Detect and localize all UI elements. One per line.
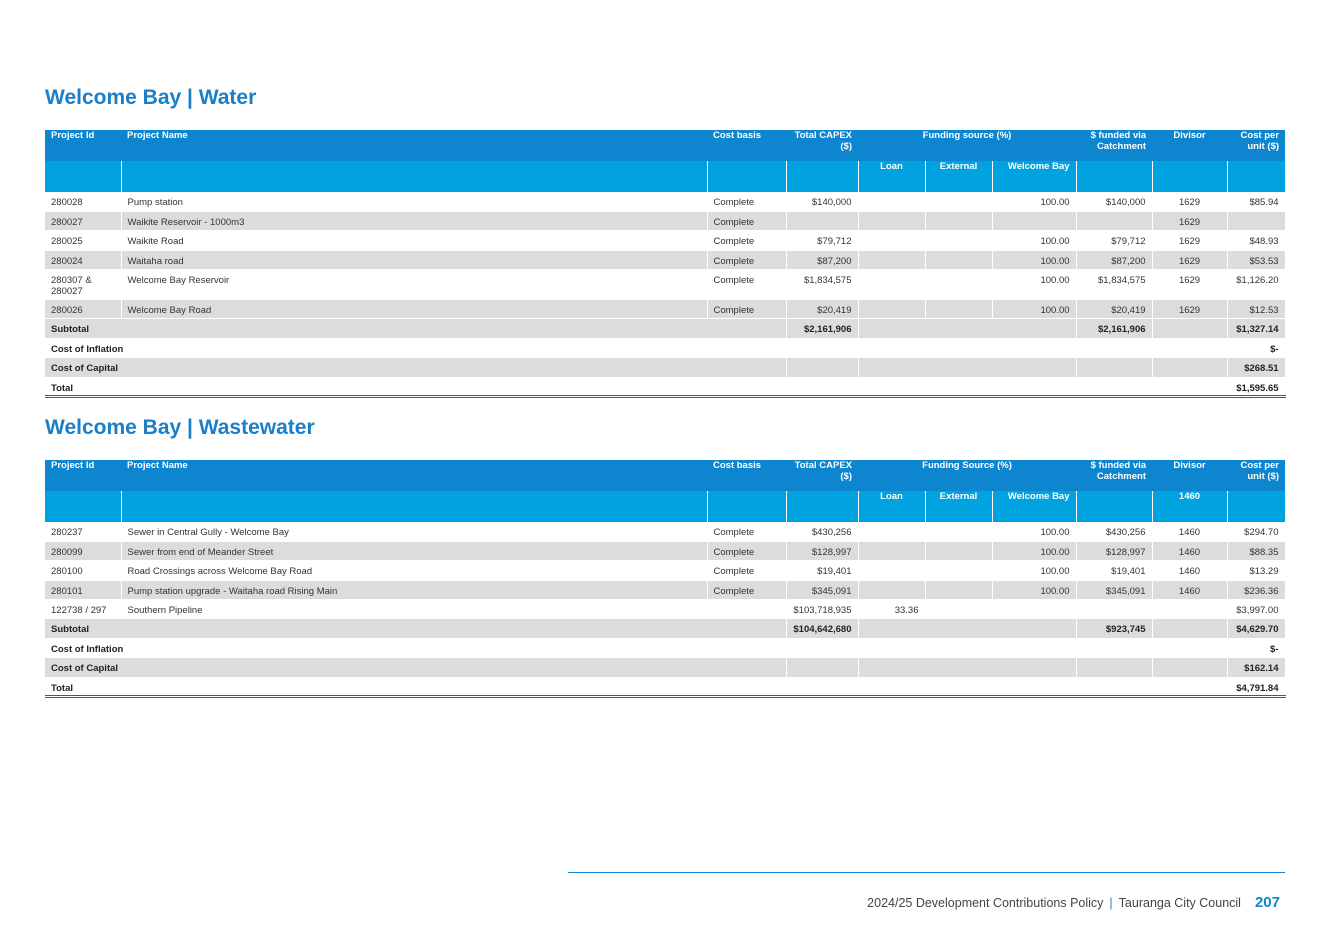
project-id-cell: 280237 — [45, 522, 121, 541]
welcome-bay-cell — [992, 600, 1076, 619]
funded-via-cell: $20,419 — [1076, 300, 1152, 319]
table-row — [45, 522, 1285, 541]
table-row — [45, 250, 1285, 269]
divisor-cell: 1460 — [1152, 561, 1227, 580]
project-name-cell: Welcome Bay Reservoir — [121, 270, 707, 300]
divisor-cell: 1629 — [1152, 300, 1227, 319]
funded-via-cell: $19,401 — [1076, 561, 1152, 580]
project-name-cell: Southern Pipeline — [121, 600, 707, 619]
cost-basis-cell: Complete — [707, 541, 786, 560]
wastewater-table-body — [45, 522, 1285, 697]
divisor-cell: 1629 — [1152, 192, 1227, 211]
welcome-bay-cell: 100.00 — [992, 522, 1076, 541]
divisor-cell: 1629 — [1152, 211, 1227, 230]
project-name-cell: Waikite Reservoir - 1000m3 — [121, 211, 707, 230]
summary-label: Cost of Capital — [45, 658, 786, 677]
footer-org: Tauranga City Council — [1118, 896, 1241, 910]
summary-cost-per-unit: $1,595.65 — [1227, 377, 1285, 396]
wastewater-table — [45, 460, 1286, 698]
welcome-bay-cell: 100.00 — [992, 250, 1076, 269]
summary-blank — [1152, 658, 1227, 677]
project-name-cell: Sewer in Central Gully - Welcome Bay — [121, 522, 707, 541]
summary-total-capex — [786, 658, 858, 677]
cost-basis-cell: Complete — [707, 580, 786, 599]
cost-basis-cell: Complete — [707, 231, 786, 250]
summary-blank — [858, 377, 1076, 396]
water-table-body — [45, 192, 1285, 397]
water-subheader-row — [45, 161, 1285, 192]
table-row — [45, 270, 1285, 300]
footer-doc-title: 2024/25 Development Contributions Policy — [867, 896, 1104, 910]
funded-via-cell — [1076, 600, 1152, 619]
external-cell — [925, 561, 992, 580]
summary-blank — [858, 677, 1076, 696]
header-project-id: Project Id — [45, 460, 121, 491]
wastewater-header-row — [45, 460, 1285, 491]
summary-label: Cost of Inflation — [45, 338, 786, 357]
summary-funded-via — [1076, 338, 1152, 357]
subheader-divisor — [1152, 161, 1227, 192]
cost-per-unit-cell — [1227, 211, 1285, 230]
cost-per-unit-cell: $294.70 — [1227, 522, 1285, 541]
funded-via-cell: $345,091 — [1076, 580, 1152, 599]
subheader-blank — [1076, 491, 1152, 522]
divisor-cell: 1629 — [1152, 231, 1227, 250]
total-capex-cell: $87,200 — [786, 250, 858, 269]
cost-per-unit-cell: $53.53 — [1227, 250, 1285, 269]
header-cost-per-unit: Cost per unit ($) — [1227, 130, 1285, 161]
subtotal-row — [45, 619, 1285, 638]
total-capex-cell: $20,419 — [786, 300, 858, 319]
project-id-cell: 280028 — [45, 192, 121, 211]
project-id-cell: 280025 — [45, 231, 121, 250]
external-cell — [925, 522, 992, 541]
summary-funded-via — [1076, 638, 1152, 657]
external-cell — [925, 600, 992, 619]
project-id-cell: 280024 — [45, 250, 121, 269]
loan-cell — [858, 211, 925, 230]
welcome-bay-cell — [992, 211, 1076, 230]
subheader-blank — [1227, 161, 1285, 192]
table-row — [45, 192, 1285, 211]
project-name-cell: Welcome Bay Road — [121, 300, 707, 319]
header-project-name: Project Name — [121, 460, 707, 491]
summary-funded-via: $923,745 — [1076, 619, 1152, 638]
subheader-external: External — [925, 161, 992, 192]
total-capex-cell: $1,834,575 — [786, 270, 858, 300]
header-cost-basis: Cost basis — [707, 460, 786, 491]
cost-of-inflation-row — [45, 338, 1285, 357]
header-divisor: Divisor — [1152, 460, 1227, 491]
project-id-cell: 122738 / 297 — [45, 600, 121, 619]
table-row — [45, 300, 1285, 319]
loan-cell — [858, 300, 925, 319]
summary-blank — [1152, 677, 1227, 696]
cost-per-unit-cell: $1,126.20 — [1227, 270, 1285, 300]
loan-cell — [858, 192, 925, 211]
subheader-blank — [45, 491, 121, 522]
cost-basis-cell — [707, 600, 786, 619]
external-cell — [925, 300, 992, 319]
funded-via-cell: $87,200 — [1076, 250, 1152, 269]
summary-label: Subtotal — [45, 619, 786, 638]
cost-basis-cell: Complete — [707, 250, 786, 269]
cost-basis-cell: Complete — [707, 211, 786, 230]
total-capex-cell: $128,997 — [786, 541, 858, 560]
subheader-blank — [1076, 161, 1152, 192]
summary-cost-per-unit: $4,629.70 — [1227, 619, 1285, 638]
subheader-welcome-bay: Welcome Bay — [992, 491, 1076, 522]
water-section-title: Welcome Bay | Water — [45, 86, 257, 109]
water-table — [45, 130, 1286, 398]
summary-funded-via — [1076, 377, 1152, 396]
funded-via-cell: $79,712 — [1076, 231, 1152, 250]
cost-per-unit-cell: $12.53 — [1227, 300, 1285, 319]
project-name-cell: Waitaha road — [121, 250, 707, 269]
summary-blank — [858, 358, 1076, 377]
summary-cost-per-unit: $- — [1227, 338, 1285, 357]
total-capex-cell: $103,718,935 — [786, 600, 858, 619]
total-row — [45, 377, 1285, 396]
welcome-bay-cell: 100.00 — [992, 270, 1076, 300]
loan-cell: 33.36 — [858, 600, 925, 619]
summary-blank — [1152, 638, 1227, 657]
project-id-cell: 280307 & 280027 — [45, 270, 121, 300]
summary-funded-via — [1076, 658, 1152, 677]
cost-per-unit-cell: $236.36 — [1227, 580, 1285, 599]
total-capex-cell: $345,091 — [786, 580, 858, 599]
loan-cell — [858, 250, 925, 269]
summary-label: Cost of Inflation — [45, 638, 786, 657]
welcome-bay-cell: 100.00 — [992, 541, 1076, 560]
summary-funded-via: $2,161,906 — [1076, 319, 1152, 338]
summary-blank — [1152, 619, 1227, 638]
summary-cost-per-unit: $268.51 — [1227, 358, 1285, 377]
welcome-bay-cell: 100.00 — [992, 300, 1076, 319]
table-row — [45, 580, 1285, 599]
summary-cost-per-unit: $1,327.14 — [1227, 319, 1285, 338]
funded-via-cell: $128,997 — [1076, 541, 1152, 560]
external-cell — [925, 250, 992, 269]
external-cell — [925, 541, 992, 560]
welcome-bay-cell: 100.00 — [992, 192, 1076, 211]
cost-per-unit-cell: $48.93 — [1227, 231, 1285, 250]
subtotal-row — [45, 319, 1285, 338]
subheader-blank — [707, 161, 786, 192]
summary-funded-via — [1076, 677, 1152, 696]
external-cell — [925, 192, 992, 211]
total-capex-cell: $79,712 — [786, 231, 858, 250]
header-funded-via: $ funded via Catchment — [1076, 130, 1152, 161]
cost-basis-cell: Complete — [707, 522, 786, 541]
header-project-id: Project Id — [45, 130, 121, 161]
summary-label: Total — [45, 377, 786, 396]
project-id-cell: 280099 — [45, 541, 121, 560]
summary-cost-per-unit: $- — [1227, 638, 1285, 657]
divisor-cell: 1629 — [1152, 270, 1227, 300]
external-cell — [925, 270, 992, 300]
divisor-cell: 1629 — [1152, 250, 1227, 269]
summary-cost-per-unit: $4,791.84 — [1227, 677, 1285, 696]
header-divisor: Divisor — [1152, 130, 1227, 161]
loan-cell — [858, 522, 925, 541]
loan-cell — [858, 541, 925, 560]
summary-label: Cost of Capital — [45, 358, 786, 377]
subheader-blank — [121, 491, 707, 522]
project-name-cell: Sewer from end of Meander Street — [121, 541, 707, 560]
subheader-divisor: 1460 — [1152, 491, 1227, 522]
project-name-cell: Road Crossings across Welcome Bay Road — [121, 561, 707, 580]
summary-total-capex — [786, 338, 858, 357]
header-funding-source: Funding Source (%) — [858, 460, 1076, 491]
subheader-loan: Loan — [858, 491, 925, 522]
divisor-cell — [1152, 600, 1227, 619]
page-number: 207 — [1254, 894, 1280, 911]
external-cell — [925, 211, 992, 230]
summary-blank — [858, 658, 1076, 677]
divisor-cell: 1460 — [1152, 580, 1227, 599]
loan-cell — [858, 270, 925, 300]
summary-blank — [1152, 358, 1227, 377]
footer-separator: | — [1109, 896, 1113, 910]
summary-blank — [1152, 338, 1227, 357]
loan-cell — [858, 231, 925, 250]
summary-total-capex — [786, 638, 858, 657]
summary-blank — [858, 638, 1076, 657]
table-row — [45, 211, 1285, 230]
welcome-bay-cell: 100.00 — [992, 231, 1076, 250]
project-name-cell: Pump station upgrade - Waitaha road Rising Main — [121, 580, 707, 599]
divisor-cell: 1460 — [1152, 541, 1227, 560]
project-id-cell: 280101 — [45, 580, 121, 599]
loan-cell — [858, 561, 925, 580]
subheader-blank — [786, 161, 858, 192]
cost-per-unit-cell: $88.35 — [1227, 541, 1285, 560]
wastewater-subheader-row — [45, 491, 1285, 522]
header-cost-basis: Cost basis — [707, 130, 786, 161]
summary-funded-via — [1076, 358, 1152, 377]
summary-blank — [858, 319, 1076, 338]
header-funding-source: Funding source (%) — [858, 130, 1076, 161]
cost-basis-cell: Complete — [707, 561, 786, 580]
funded-via-cell: $1,834,575 — [1076, 270, 1152, 300]
header-cost-per-unit: Cost per unit ($) — [1227, 460, 1285, 491]
table-row — [45, 561, 1285, 580]
cost-of-inflation-row — [45, 638, 1285, 657]
funded-via-cell — [1076, 211, 1152, 230]
cost-per-unit-cell: $85.94 — [1227, 192, 1285, 211]
summary-blank — [1152, 377, 1227, 396]
summary-total-capex: $2,161,906 — [786, 319, 858, 338]
cost-basis-cell: Complete — [707, 270, 786, 300]
project-id-cell: 280027 — [45, 211, 121, 230]
summary-total-capex — [786, 677, 858, 696]
cost-per-unit-cell: $3,997.00 — [1227, 600, 1285, 619]
table-row — [45, 231, 1285, 250]
subheader-blank — [45, 161, 121, 192]
summary-blank — [858, 619, 1076, 638]
welcome-bay-cell: 100.00 — [992, 561, 1076, 580]
subheader-welcome-bay: Welcome Bay — [992, 161, 1076, 192]
cost-basis-cell: Complete — [707, 192, 786, 211]
cost-of-capital-row — [45, 658, 1285, 677]
external-cell — [925, 231, 992, 250]
project-id-cell: 280026 — [45, 300, 121, 319]
water-header-row — [45, 130, 1285, 161]
total-capex-cell: $430,256 — [786, 522, 858, 541]
subheader-blank — [786, 491, 858, 522]
summary-label: Total — [45, 677, 786, 696]
divisor-cell: 1460 — [1152, 522, 1227, 541]
project-id-cell: 280100 — [45, 561, 121, 580]
subheader-blank — [1227, 491, 1285, 522]
summary-total-capex — [786, 358, 858, 377]
total-capex-cell — [786, 211, 858, 230]
total-capex-cell: $140,000 — [786, 192, 858, 211]
summary-blank — [1152, 319, 1227, 338]
funded-via-cell: $140,000 — [1076, 192, 1152, 211]
table-row — [45, 600, 1285, 619]
external-cell — [925, 580, 992, 599]
summary-total-capex: $104,642,680 — [786, 619, 858, 638]
project-name-cell: Waikite Road — [121, 231, 707, 250]
header-total-capex: Total CAPEX ($) — [786, 130, 858, 161]
summary-total-capex — [786, 377, 858, 396]
funded-via-cell: $430,256 — [1076, 522, 1152, 541]
page-footer — [867, 894, 1280, 911]
welcome-bay-cell: 100.00 — [992, 580, 1076, 599]
summary-label: Subtotal — [45, 319, 786, 338]
wastewater-section-title: Welcome Bay | Wastewater — [45, 416, 315, 439]
header-project-name: Project Name — [121, 130, 707, 161]
subheader-loan: Loan — [858, 161, 925, 192]
footer-divider — [568, 872, 1285, 873]
total-capex-cell: $19,401 — [786, 561, 858, 580]
summary-cost-per-unit: $162.14 — [1227, 658, 1285, 677]
project-name-cell: Pump station — [121, 192, 707, 211]
loan-cell — [858, 580, 925, 599]
total-row — [45, 677, 1285, 696]
header-total-capex: Total CAPEX ($) — [786, 460, 858, 491]
cost-per-unit-cell: $13.29 — [1227, 561, 1285, 580]
subheader-blank — [121, 161, 707, 192]
header-funded-via: $ funded via Catchment — [1076, 460, 1152, 491]
subheader-blank — [707, 491, 786, 522]
cost-of-capital-row — [45, 358, 1285, 377]
summary-blank — [858, 338, 1076, 357]
table-row — [45, 541, 1285, 560]
subheader-external: External — [925, 491, 992, 522]
cost-basis-cell: Complete — [707, 300, 786, 319]
